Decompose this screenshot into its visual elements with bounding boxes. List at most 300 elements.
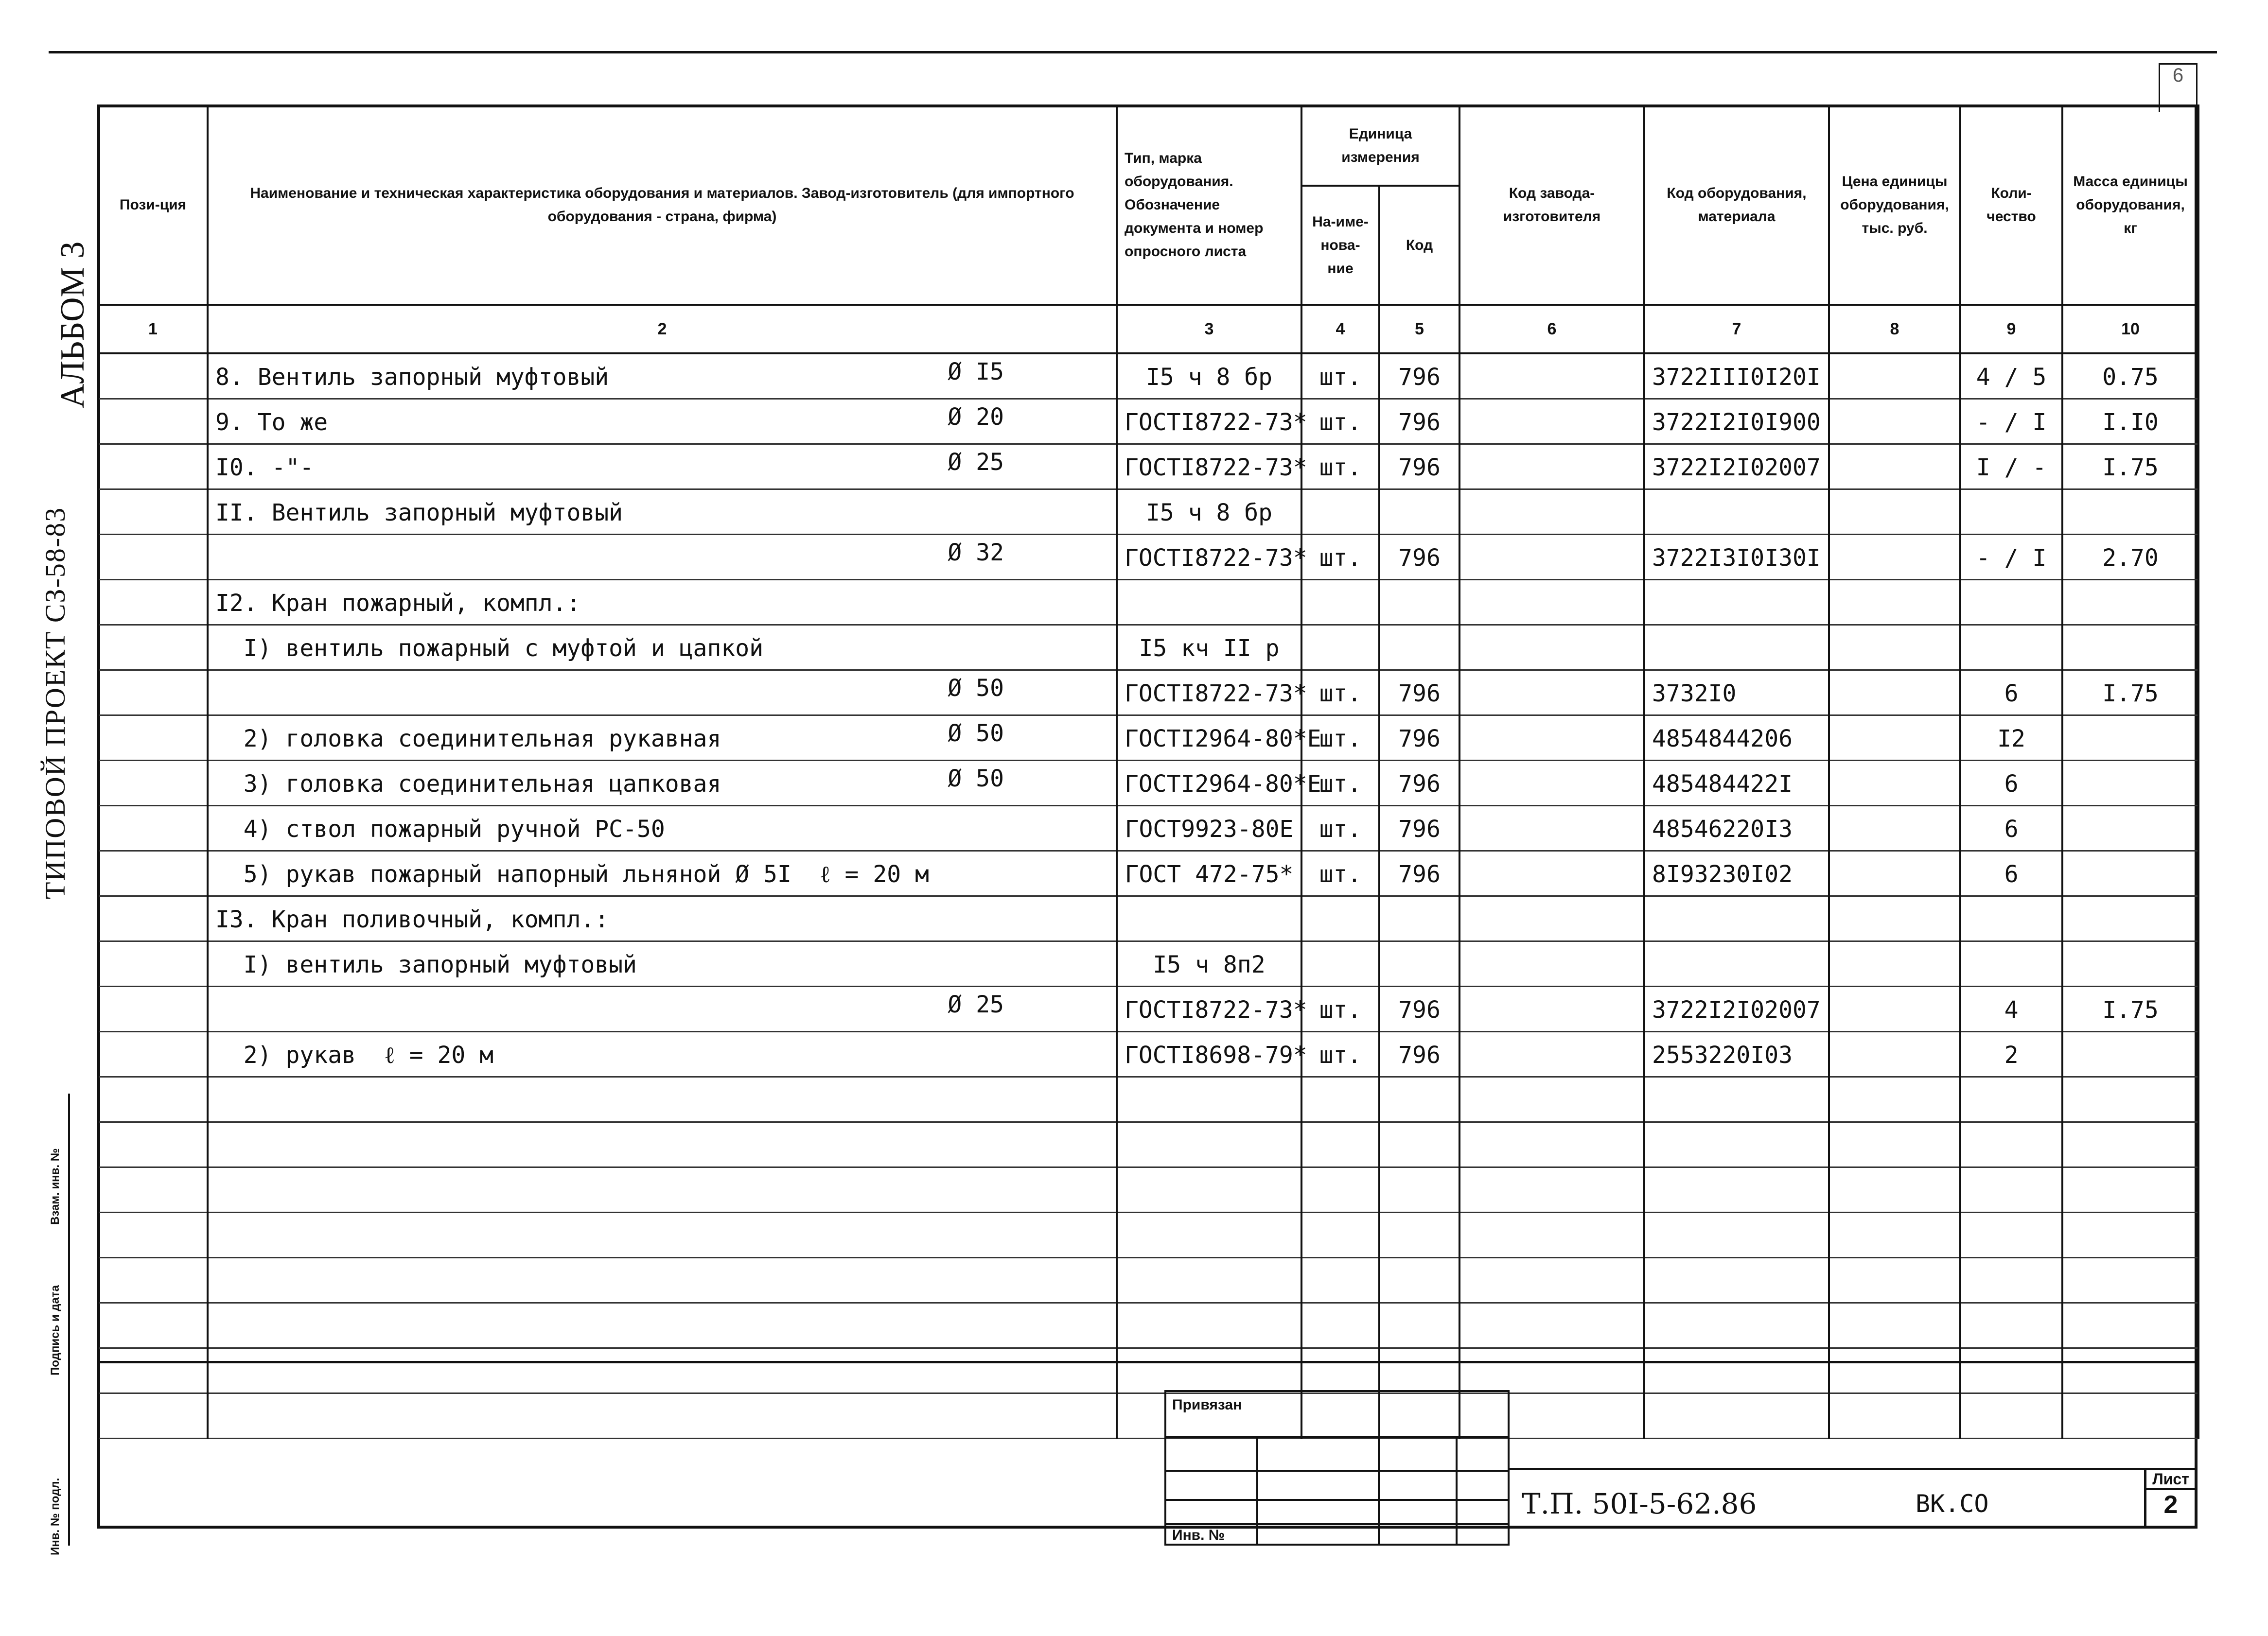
unit-name-cell [1301,1303,1379,1348]
name-cell [208,941,1117,987]
type-cell: ГОСТI8722-73* [1117,399,1301,444]
mass-cell [2062,1122,2198,1167]
unit-code-cell: 796 [1379,1032,1459,1077]
maker-code-cell [1459,399,1644,444]
mass-cell [2062,761,2198,806]
maker-code-cell [1459,1122,1644,1167]
name-cell [208,761,1117,806]
col-num: 7 [1644,305,1829,353]
header-price: Цена единицы оборудования, тыс. руб. [1829,105,1960,305]
quantity-cell [1960,1077,2062,1122]
type-cell: ГОСТ9923-80Е [1117,806,1301,851]
title-block-rule [1510,1468,2198,1470]
name-cell [208,1167,1117,1213]
header-name: Наименование и техническая характеристика оборудования и материалов. Завод-изготовитель (для импортного оборудования - страна, фирма) [208,105,1117,305]
type-cell [1117,1303,1301,1348]
table-row [98,1077,2198,1122]
quantity-cell [1960,1303,2062,1348]
type-cell: ГОСТI8698-79* [1117,1032,1301,1077]
position-cell [98,987,208,1032]
col-num: 2 [208,305,1117,353]
maker-code-cell [1459,625,1644,670]
quantity-cell [1960,896,2062,941]
table-row [98,444,2198,489]
diameter-label: Ø 50 [948,720,1004,747]
col-num: 3 [1117,305,1301,353]
price-cell [1829,1393,1960,1439]
price-cell [1829,1303,1960,1348]
unit-code-cell [1379,625,1459,670]
equipment-code-cell [1644,625,1829,670]
quantity-cell: 6 [1960,806,2062,851]
price-cell [1829,1213,1960,1258]
equipment-code-cell [1644,1122,1829,1167]
table-row [98,851,2198,896]
item-name: 5) рукав пожарный напорный льняной Ø 5I ℓ = 20 м [215,861,929,888]
quantity-cell: I2 [1960,715,2062,761]
mass-cell: I.75 [2062,987,2198,1032]
unit-code-cell [1379,1303,1459,1348]
table-row [98,1258,2198,1303]
name-cell [208,1258,1117,1303]
item-name: I2. Кран пожарный, компл.: [215,590,581,617]
unit-code-cell: 796 [1379,851,1459,896]
type-cell: ГОСТI2964-80*Е [1117,761,1301,806]
type-cell [1117,1167,1301,1213]
name-cell [208,1213,1117,1258]
diameter-label: Ø 50 [948,765,1004,792]
stamp-label-inv: Инв. № подл. [49,1478,62,1555]
name-cell [208,353,1117,399]
col-num: 8 [1829,305,1960,353]
equipment-code-cell [1644,489,1829,535]
binding-label: Привязан [1172,1397,1242,1413]
diameter-label: Ø 25 [948,449,1004,476]
unit-name-cell: шт. [1301,851,1379,896]
name-cell [208,625,1117,670]
mass-cell [2062,1032,2198,1077]
mass-cell [2062,1303,2198,1348]
price-cell [1829,1167,1960,1213]
unit-name-cell [1301,1213,1379,1258]
price-cell [1829,761,1960,806]
unit-name-cell [1301,896,1379,941]
price-cell [1829,670,1960,715]
table-row [98,399,2198,444]
equipment-code-cell: 8I93230I02 [1644,851,1829,896]
quantity-cell [1960,1258,2062,1303]
table-row [98,1348,2198,1393]
price-cell [1829,941,1960,987]
equipment-code-cell [1644,1258,1829,1303]
unit-code-cell [1379,896,1459,941]
type-cell: ГОСТ 472-75* [1117,851,1301,896]
name-cell [208,1348,1117,1393]
inventory-label: Инв. № [1172,1527,1225,1543]
table-row [98,715,2198,761]
unit-code-cell: 796 [1379,535,1459,580]
unit-name-cell: шт. [1301,1032,1379,1077]
unit-name-cell: шт. [1301,399,1379,444]
table-row [98,1122,2198,1167]
equipment-code-cell: 3732I0 [1644,670,1829,715]
table-row [98,941,2198,987]
price-cell [1829,806,1960,851]
unit-name-cell: шт. [1301,535,1379,580]
name-cell [208,580,1117,625]
mass-cell [2062,580,2198,625]
type-cell: ГОСТI8722-73* [1117,987,1301,1032]
maker-code-cell [1459,535,1644,580]
quantity-cell [1960,941,2062,987]
position-cell [98,580,208,625]
position-cell [98,1303,208,1348]
header-unit-name: На-име-нова-ние [1301,186,1379,305]
mass-cell [2062,489,2198,535]
unit-code-cell [1379,580,1459,625]
position-cell [98,1258,208,1303]
maker-code-cell [1459,1167,1644,1213]
stamp-line [1456,1436,1458,1544]
name-cell [208,535,1117,580]
position-cell [98,715,208,761]
table-row [98,1303,2198,1348]
unit-name-cell [1301,625,1379,670]
unit-name-cell [1301,580,1379,625]
unit-code-cell: 796 [1379,353,1459,399]
header-equipment-code: Код оборудования, материала [1644,105,1829,305]
specification-table [97,104,2199,1439]
col-num: 10 [2062,305,2198,353]
unit-name-cell [1301,1258,1379,1303]
position-cell [98,1348,208,1393]
maker-code-cell [1459,941,1644,987]
item-name: 3) головка соединительная цапковая [215,770,721,798]
equipment-code-cell [1644,941,1829,987]
mass-cell [2062,1258,2198,1303]
name-cell [208,715,1117,761]
table-row [98,353,2198,399]
maker-code-cell [1459,1213,1644,1258]
item-name: 2) рукав ℓ = 20 м [215,1042,494,1069]
price-cell [1829,1077,1960,1122]
unit-code-cell: 796 [1379,670,1459,715]
table-row [98,987,2198,1032]
name-cell [208,1393,1117,1439]
equipment-code-cell: 485484422I [1644,761,1829,806]
equipment-code-cell: 3722I2I02007 [1644,444,1829,489]
type-cell: I5 кч II р [1117,625,1301,670]
col-num: 1 [98,305,208,353]
name-cell [208,1077,1117,1122]
name-cell [208,399,1117,444]
position-cell [98,941,208,987]
equipment-code-cell: 3722I3I0I30I [1644,535,1829,580]
name-cell [208,806,1117,851]
maker-code-cell [1459,896,1644,941]
position-cell [98,535,208,580]
sheet-number: 2 [2163,1491,2178,1519]
header-unit-group: Единица измерения [1301,105,1459,186]
unit-code-cell [1379,941,1459,987]
maker-code-cell [1459,851,1644,896]
mass-cell [2062,806,2198,851]
position-cell [98,1077,208,1122]
equipment-code-cell [1644,896,1829,941]
diameter-label: Ø 32 [948,539,1004,566]
header-type: Тип, марка оборудования. Обозначение документа и номер опросного листа [1117,105,1301,305]
position-cell [98,1393,208,1439]
item-name: II. Вентиль запорный муфтовый [215,499,623,526]
maker-code-cell [1459,1303,1644,1348]
table-row [98,670,2198,715]
item-name: I0. -"- [215,454,314,481]
name-cell [208,444,1117,489]
title-block-rule [97,1361,2198,1363]
unit-name-cell: шт. [1301,987,1379,1032]
position-cell [98,444,208,489]
item-name: 8. Вентиль запорный муфтовый [215,364,609,391]
position-cell [98,1213,208,1258]
type-cell [1117,1077,1301,1122]
unit-code-cell [1379,1122,1459,1167]
price-cell [1829,353,1960,399]
position-cell [98,1032,208,1077]
unit-code-cell: 796 [1379,761,1459,806]
mass-cell: I.75 [2062,670,2198,715]
item-name: I) вентиль пожарный с муфтой и цапкой [215,635,764,662]
maker-code-cell [1459,1032,1644,1077]
price-cell [1829,1258,1960,1303]
quantity-cell [1960,1393,2062,1439]
mass-cell [2062,1077,2198,1122]
unit-code-cell [1379,1348,1459,1393]
table-row [98,1213,2198,1258]
quantity-cell [1960,489,2062,535]
price-cell [1829,444,1960,489]
unit-code-cell [1379,1077,1459,1122]
name-cell [208,851,1117,896]
sheet-number-box [2144,1468,2198,1529]
header-position: Пози-ция [98,105,208,305]
type-cell [1117,1348,1301,1393]
type-cell: ГОСТI2964-80*Е [1117,715,1301,761]
price-cell [1829,1348,1960,1393]
section-code: ВК.СО [1916,1490,1989,1518]
maker-code-cell [1459,444,1644,489]
name-cell [208,489,1117,535]
type-cell [1117,1258,1301,1303]
position-cell [98,896,208,941]
type-cell: I5 ч 8 бр [1117,353,1301,399]
equipment-code-cell [1644,1167,1829,1213]
position-cell [98,806,208,851]
col-num: 5 [1379,305,1459,353]
col-num: 9 [1960,305,2062,353]
type-cell [1117,580,1301,625]
price-cell [1829,580,1960,625]
stamp-line [1256,1436,1258,1544]
item-name: I) вентиль запорный муфтовый [215,951,637,978]
quantity-cell [1960,1348,2062,1393]
col-num: 4 [1301,305,1379,353]
price-cell [1829,399,1960,444]
equipment-code-cell [1644,1213,1829,1258]
sheet-label: Лист [2146,1470,2195,1490]
table-row [98,761,2198,806]
name-cell [208,1303,1117,1348]
unit-name-cell: шт. [1301,444,1379,489]
table-row [98,806,2198,851]
item-name: I3. Кран поливочный, компл.: [215,906,609,933]
diameter-label: Ø 20 [948,403,1004,431]
stamp-line [1378,1436,1380,1544]
position-cell [98,625,208,670]
quantity-cell: 6 [1960,761,2062,806]
unit-name-cell [1301,1122,1379,1167]
quantity-cell: 4 / 5 [1960,353,2062,399]
mass-cell: 2.70 [2062,535,2198,580]
unit-code-cell: 796 [1379,399,1459,444]
mass-cell [2062,1167,2198,1213]
unit-code-cell [1379,1213,1459,1258]
unit-name-cell: шт. [1301,761,1379,806]
position-cell [98,399,208,444]
price-cell [1829,896,1960,941]
equipment-code-cell [1644,1303,1829,1348]
document-code: Т.П. 50I-5-62.86 [1522,1487,1757,1520]
quantity-cell: 4 [1960,987,2062,1032]
type-cell: I5 ч 8 бр [1117,489,1301,535]
binding-stamp [1164,1390,1510,1546]
quantity-cell [1960,625,2062,670]
type-cell [1117,1122,1301,1167]
name-cell [208,670,1117,715]
table-row [98,625,2198,670]
table-row [98,489,2198,535]
type-cell [1117,896,1301,941]
corner-number: 6 [2159,63,2198,112]
table-row [98,535,2198,580]
equipment-code-cell [1644,1393,1829,1439]
position-cell [98,670,208,715]
quantity-cell: 6 [1960,851,2062,896]
unit-name-cell [1301,941,1379,987]
price-cell [1829,489,1960,535]
header-maker-code: Код завода-изготовителя [1459,105,1644,305]
mass-cell [2062,625,2198,670]
equipment-code-cell: 3722III0I20I [1644,353,1829,399]
mass-cell [2062,1213,2198,1258]
mass-cell [2062,941,2198,987]
position-cell [98,1167,208,1213]
unit-code-cell: 796 [1379,987,1459,1032]
equipment-code-cell [1644,580,1829,625]
mass-cell [2062,1348,2198,1393]
table-row [98,1393,2198,1439]
col-num: 6 [1459,305,1644,353]
quantity-cell: - / I [1960,535,2062,580]
maker-code-cell [1459,353,1644,399]
mass-cell: 0.75 [2062,353,2198,399]
position-cell [98,851,208,896]
header-mass: Масса единицы оборудования, кг [2062,105,2198,305]
quantity-cell [1960,1167,2062,1213]
mass-cell [2062,1393,2198,1439]
position-cell [98,489,208,535]
column-number-row [98,305,2198,353]
top-rule [49,51,2217,53]
maker-code-cell [1459,489,1644,535]
price-cell [1829,625,1960,670]
maker-code-cell [1459,987,1644,1032]
mass-cell [2062,896,2198,941]
price-cell [1829,1122,1960,1167]
item-name: 2) головка соединительная рукавная [215,725,721,752]
album-label: АЛЬБОМ 3 [54,241,91,408]
mass-cell [2062,851,2198,896]
header-unit-code: Код [1379,186,1459,305]
unit-name-cell [1301,1348,1379,1393]
price-cell [1829,987,1960,1032]
maker-code-cell [1459,1348,1644,1393]
quantity-cell: I / - [1960,444,2062,489]
unit-name-cell [1301,1077,1379,1122]
name-cell [208,1122,1117,1167]
table-row [98,580,2198,625]
price-cell [1829,851,1960,896]
maker-code-cell [1459,715,1644,761]
stamp-label-sign: Подпись и дата [49,1285,62,1375]
unit-name-cell: шт. [1301,670,1379,715]
position-cell [98,761,208,806]
type-cell: I5 ч 8п2 [1117,941,1301,987]
equipment-code-cell: 48546220I3 [1644,806,1829,851]
name-cell [208,1032,1117,1077]
mass-cell: I.I0 [2062,399,2198,444]
quantity-cell: - / I [1960,399,2062,444]
project-label: ТИПОВОЙ ПРОЕКТ СЗ-58-83 [39,506,71,899]
header-quantity: Коли-чество [1960,105,2062,305]
unit-code-cell [1379,1258,1459,1303]
diameter-label: Ø 50 [948,675,1004,702]
type-cell: ГОСТI8722-73* [1117,670,1301,715]
unit-code-cell: 796 [1379,715,1459,761]
stamp-col-line [68,1094,70,1546]
quantity-cell: 6 [1960,670,2062,715]
position-cell [98,353,208,399]
type-cell: ГОСТI8722-73* [1117,444,1301,489]
unit-name-cell [1301,1167,1379,1213]
unit-name-cell: шт. [1301,806,1379,851]
maker-code-cell [1459,761,1644,806]
price-cell [1829,715,1960,761]
unit-code-cell [1379,1167,1459,1213]
maker-code-cell [1459,1077,1644,1122]
type-cell: ГОСТI8722-73* [1117,535,1301,580]
maker-code-cell [1459,806,1644,851]
unit-code-cell [1379,489,1459,535]
unit-name-cell: шт. [1301,715,1379,761]
quantity-cell [1960,1213,2062,1258]
type-cell [1117,1213,1301,1258]
price-cell [1829,1032,1960,1077]
quantity-cell [1960,580,2062,625]
unit-code-cell: 796 [1379,444,1459,489]
mass-cell [2062,715,2198,761]
stamp-label-replace: Взам. инв. № [49,1148,62,1225]
name-cell [208,987,1117,1032]
